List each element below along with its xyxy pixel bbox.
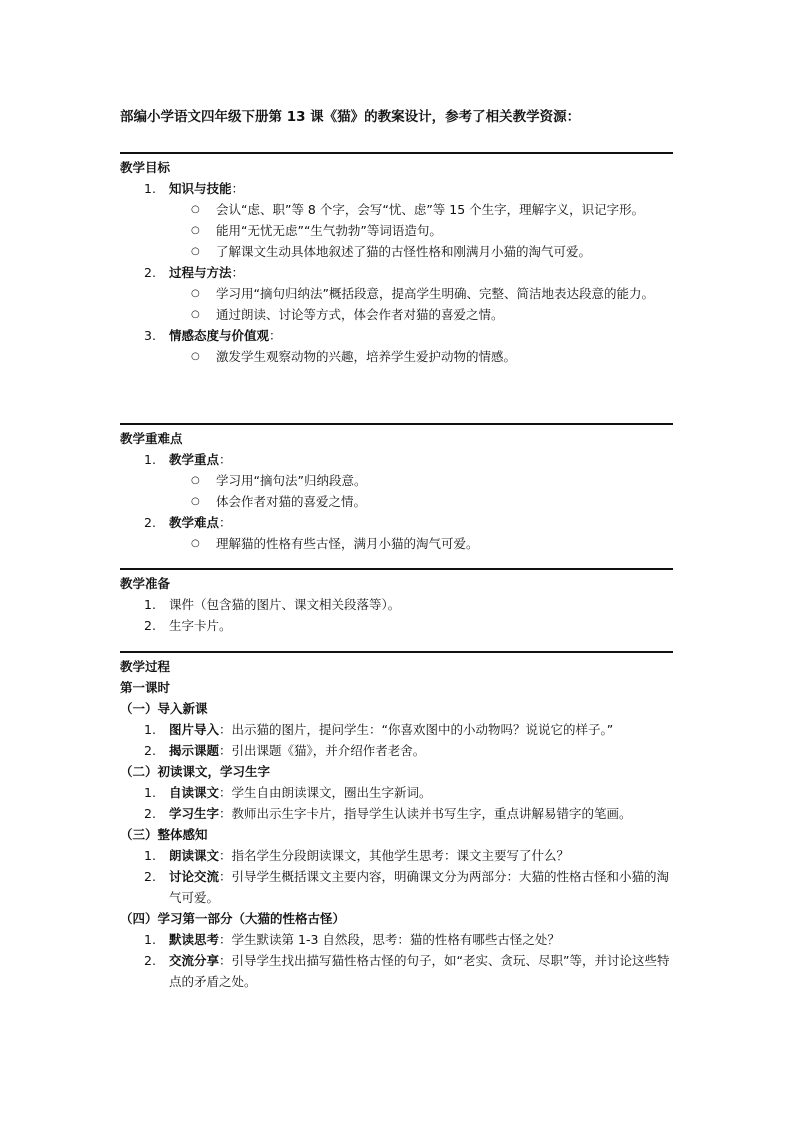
list-item xyxy=(120,866,673,908)
item-number: 3. xyxy=(144,328,156,343)
circle-bullet-icon: ○ xyxy=(191,204,200,215)
item-label: 教学重点 xyxy=(169,452,220,467)
item-label: 情感态度与价值观 xyxy=(169,328,270,343)
item-number: 1. xyxy=(144,597,156,612)
sub-item-text: 学习用“摘句法”归纳段意。 xyxy=(216,473,367,488)
item-text: ：学生自由朗读课文，圈出生字新词。 xyxy=(219,785,432,800)
item-label: 交流分享 xyxy=(169,953,220,968)
item-label: 学习生字 xyxy=(169,806,220,821)
list-item xyxy=(120,512,673,533)
list-item xyxy=(120,719,673,740)
sub-list-item xyxy=(120,304,673,325)
sub-item-text: 体会作者对猫的喜爱之情。 xyxy=(216,494,367,509)
item-suffix: ： xyxy=(219,515,232,530)
list-item xyxy=(120,803,673,824)
item-text: 课件（包含猫的图片、课文相关段落等）。 xyxy=(169,597,401,612)
item-suffix: ： xyxy=(231,181,245,196)
part-heading: （三）整体感知 xyxy=(120,827,208,842)
list-item xyxy=(120,325,673,346)
item-label: 朗读课文 xyxy=(169,848,220,863)
section-heading: 教学过程 xyxy=(120,659,171,674)
circle-bullet-icon: ○ xyxy=(191,475,200,486)
sub-item-text: 理解猫的性格有些古怪，满月小猫的淘气可爱。 xyxy=(216,536,479,551)
item-text: ：学生默读第 1-3 自然段，思考：猫的性格有哪些古怪之处？ xyxy=(219,932,560,947)
section-heading: 教学重难点 xyxy=(120,431,183,446)
item-number: 2. xyxy=(144,618,156,633)
sub-item-text: 了解课文生动具体地叙述了猫的古怪性格和刚满月小猫的淘气可爱。 xyxy=(216,244,592,259)
item-suffix: ： xyxy=(269,328,282,343)
item-label: 教学难点 xyxy=(169,515,220,530)
item-number: 2. xyxy=(144,806,156,821)
item-text: ：引导学生找出描写猫性格古怪的句子，如“老实、贪玩、尽职”等，并讨论这些特点的矛盾之处。 xyxy=(169,953,670,989)
item-label: 知识与技能 xyxy=(169,181,232,196)
item-text: 生字卡片。 xyxy=(169,618,232,633)
item-number: 1. xyxy=(144,722,156,737)
sub-list-item xyxy=(120,533,673,554)
sub-item-text: 会认“虑、职”等 8 个字，会写“忧、虑”等 15 个生字，理解字义，识记字形。 xyxy=(216,202,645,217)
circle-bullet-icon: ○ xyxy=(191,246,200,257)
sub-list-item xyxy=(120,283,673,304)
sub-list-item xyxy=(120,491,673,512)
lesson-heading: 第一课时 xyxy=(120,680,171,695)
sub-item-text: 能用“无忧无虑”“生气勃勃”等词语造句。 xyxy=(216,223,442,238)
item-text: ：指名学生分段朗读课文，其他学生思考：课文主要写了什么？ xyxy=(219,848,570,863)
item-number: 1. xyxy=(144,785,156,800)
circle-bullet-icon: ○ xyxy=(191,538,200,549)
item-number: 2. xyxy=(144,515,156,530)
list-item xyxy=(120,262,673,283)
section-heading: 教学目标 xyxy=(120,160,171,175)
item-number: 1. xyxy=(144,848,156,863)
item-label: 讨论交流 xyxy=(169,869,220,884)
section-divider xyxy=(120,152,673,154)
list-item xyxy=(120,950,673,992)
item-number: 2. xyxy=(144,743,156,758)
part-heading: （四）学习第一部分（大猫的性格古怪） xyxy=(120,911,346,926)
goals-list xyxy=(120,178,673,367)
item-number: 2. xyxy=(144,265,156,280)
item-text: ：教师出示生字卡片，指导学生认读并书写生字，重点讲解易错字的笔画。 xyxy=(219,806,632,821)
item-number: 1. xyxy=(144,181,156,196)
sub-list-item xyxy=(120,220,673,241)
sub-list-item xyxy=(120,470,673,491)
circle-bullet-icon: ○ xyxy=(191,351,200,362)
item-label: 图片导入 xyxy=(169,722,220,737)
sub-item-text: 学习用“摘句归纳法”概括段意，提高学生明确、完整、简洁地表达段意的能力。 xyxy=(216,286,654,301)
list-item xyxy=(120,740,673,761)
item-label: 自读课文 xyxy=(169,785,220,800)
section-divider xyxy=(120,568,673,570)
list-item xyxy=(120,782,673,803)
section-divider xyxy=(120,651,673,653)
list-item xyxy=(120,615,673,636)
circle-bullet-icon: ○ xyxy=(191,288,200,299)
item-label: 默读思考 xyxy=(169,932,220,947)
item-number: 2. xyxy=(144,953,156,968)
section-goals xyxy=(120,152,673,367)
section-divider xyxy=(120,423,673,425)
list-item xyxy=(120,845,673,866)
circle-bullet-icon: ○ xyxy=(191,225,200,236)
list-item xyxy=(120,594,673,615)
list-item xyxy=(120,449,673,470)
part-heading: （一）导入新课 xyxy=(120,701,208,716)
section-prep xyxy=(120,568,673,636)
item-number: 1. xyxy=(144,452,156,467)
sub-item-text: 激发学生观察动物的兴趣，培养学生爱护动物的情感。 xyxy=(216,349,517,364)
item-text: ：引导学生概括课文主要内容，明确课文分为两部分：大猫的性格古怪和小猫的淘气可爱。 xyxy=(169,869,670,905)
item-label: 揭示课题 xyxy=(169,743,220,758)
sub-list-item xyxy=(120,241,673,262)
section-heading: 教学准备 xyxy=(120,576,171,591)
item-number: 1. xyxy=(144,932,156,947)
section-process xyxy=(120,651,673,992)
item-label: 过程与方法 xyxy=(169,265,232,280)
circle-bullet-icon: ○ xyxy=(191,309,200,320)
item-suffix: ： xyxy=(231,265,245,280)
item-text: ：引出课题《猫》，并介绍作者老舍。 xyxy=(219,743,426,758)
list-item xyxy=(120,178,673,199)
part-heading: （二）初读课文，学习生字 xyxy=(120,764,271,779)
item-text: ：出示猫的图片，提问学生：“你喜欢图中的小动物吗？说说它的样子。” xyxy=(219,722,614,737)
list-item xyxy=(120,929,673,950)
circle-bullet-icon: ○ xyxy=(191,496,200,507)
sub-list-item xyxy=(120,346,673,367)
section-keypoints xyxy=(120,423,673,554)
sub-item-text: 通过朗读、讨论等方式，体会作者对猫的喜爱之情。 xyxy=(216,307,504,322)
sub-list-item xyxy=(120,199,673,220)
keypoints-list xyxy=(120,449,673,554)
item-suffix: ： xyxy=(219,452,232,467)
document-title: 部编小学语文四年级下册第 13 课《猫》的教案设计，参考了相关教学资源： xyxy=(120,109,581,125)
item-number: 2. xyxy=(144,869,156,884)
prep-list xyxy=(120,594,673,636)
